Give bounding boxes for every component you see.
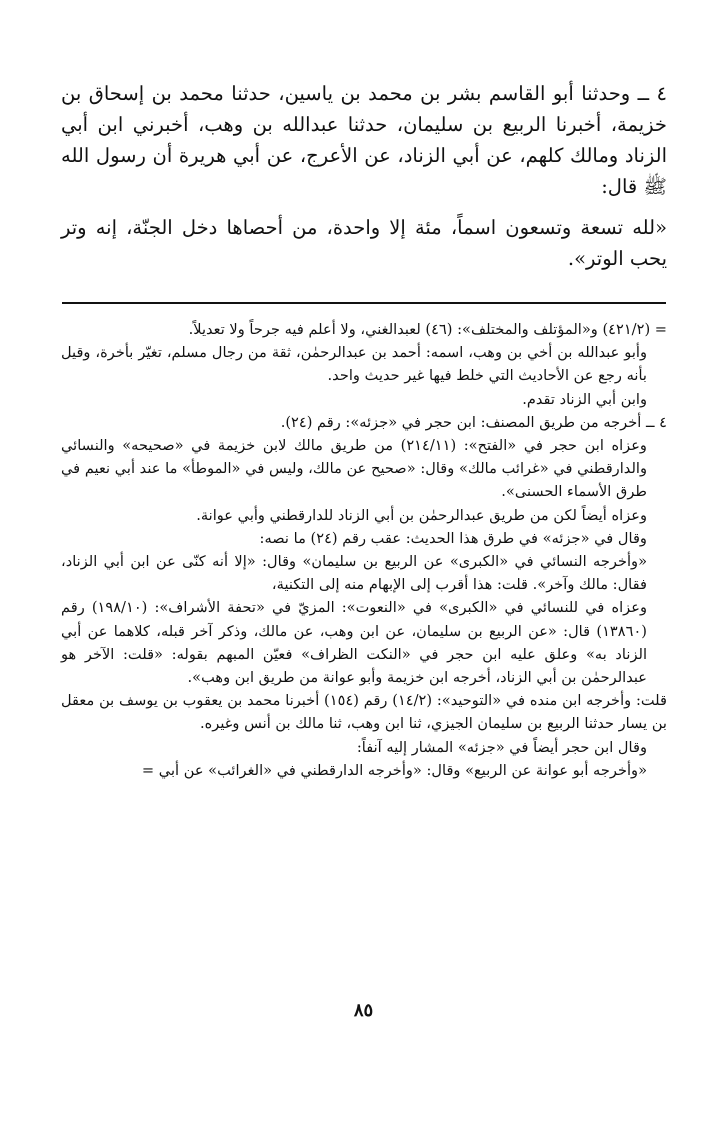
footnote-line: وقال في «جزئه» في طرق هذا الحديث: عقب رقم (٢٤) ما نصه: [259, 529, 647, 547]
footnote-line: «وأخرجه أبو عوانة عن الربيع» وقال: «وأخرجه الدارقطني في «الغرائب» عن أبي = [141, 761, 647, 779]
hadith-chain-paragraph: ٤ ــ وحدثنا أبو القاسم بشر بن محمد بن ياسين، حدثنا محمد بن إسحاق بن خزيمة، أخبرنا الربيع بن سليمان، حدثنا عبدالله بن وهب، أخبرني ابن أبي الزناد ومالك كلهم، عن أبي الزناد، عن الأعرج، عن أبي هريرة أن رسول الله ﷺ قال: [61, 82, 667, 198]
footnote-line: وعزاه في للنسائي في «الكبرى» في «النعوت»: المزيّ في «تحفة الأشراف»: (١٩٨/١٠) رقم (١٣٨٦٠) قال: «عن الربيع بن سليمان، عن ابن وهب، عن مالك، وذكر آخر قبله، كلاهما عن أبي الزناد به» وعلق عليه ابن حجر في «النكت الظراف» فعيّن المبهم بقوله: «قلت: الآخر هو عبدالرحمٰن بن أبي الزناد، أخرجه ابن خزيمة وأبو عوانة من طريق ابن وهب». [61, 599, 647, 687]
page-number: ٨٥ [353, 1000, 374, 1021]
footnote-line: وعزاه ابن حجر في «الفتح»: (٢١٤/١١) من طريق مالك لابن خزيمة في «صحيحه» والنسائي والدارقطني في «غرائب مالك» وقال: «صحيح عن مالك، وليس في «الموطأ» ما عند أبي نعيم في طرق الأسماء الحسنى». [61, 437, 647, 501]
footnote-line: = (٤٢١/٢) و«المؤتلف والمختلف»: (٤٦) لعبدالغني، ولا أعلم فيه جرحاً ولا تعديلاً. [188, 321, 667, 338]
hadith-text: «لله تسعة وتسعون اسماً، مئة إلا واحدة، من أحصاها دخل الجنّة، إنه وتر يحب الوتر». [61, 216, 667, 270]
footnote-line: وقال ابن حجر أيضاً في «جزئه» المشار إليه آنفاً: [356, 738, 647, 756]
footnote-line: وابن أبي الزناد تقدم. [522, 390, 647, 408]
footnote-line: وأبو عبدالله بن أخي بن وهب، اسمه: أحمد بن عبدالرحمٰن، ثقة من رجال مسلم، تغيّر بأخرة، وقيل بأنه رجع عن الأحاديث التي خلط فيها غير حديث واحد. [61, 344, 647, 385]
footnote-line: وعزاه أيضاً لكن من طريق عبدالرحمٰن بن أبي الزناد للدارقطني وأبي عوانة. [196, 506, 647, 524]
footnote-line: ٤ ــ أخرجه من طريق المصنف: ابن حجر في «جزئه»: رقم (٢٤). [280, 413, 667, 431]
footnote-line: «وأخرجه النسائي في «الكبرى» عن الربيع بن سليمان» وقال: «إلا أنه كنّى عن ابن أبي الزناد، فقال: مالك وآخر». قلت: هذا أقرب إلى الإبهام منه إلى التكنية، [61, 553, 647, 594]
footnote-divider [62, 302, 666, 304]
main-text [61, 78, 667, 274]
footnotes [61, 318, 667, 782]
footnote-line: قلت: وأخرجه ابن منده في «التوحيد»: (١٤/٢) رقم (١٥٤) أخبرنا محمد بن يعقوب بن يوسف بن معقل بن يسار حدثنا الربيع بن سليمان الجيزي، ثنا ابن وهب، ثنا مالك بن أنس وغيره. [61, 692, 667, 733]
